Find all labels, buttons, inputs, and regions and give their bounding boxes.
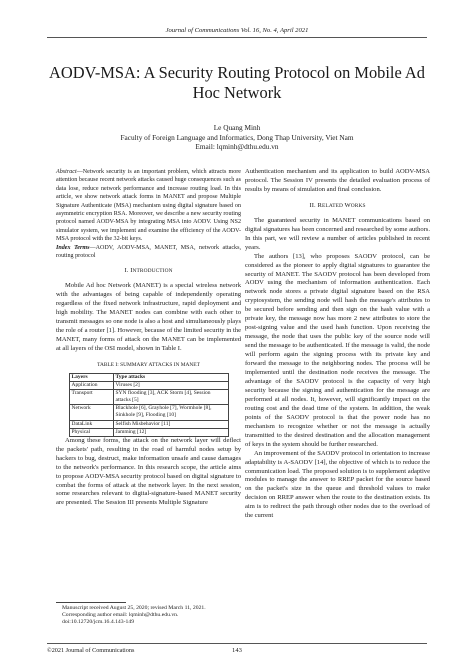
author-email: Email: lqminh@dthu.edu.vn <box>195 142 279 152</box>
caption-part: I: <box>115 362 121 369</box>
section-heading-related-works <box>245 202 430 211</box>
section-numeral: II. <box>309 201 318 209</box>
abstract-text: —Network security is an important problem, which attracts more attention because recent network attacks caused huge consequences such as data lose, reduce network performance and increase routing load. In this article, we show network attack forms in MANET and propose Multiple Signature Authenticate (MSA) mechanism using digital signature based on asymmetric encryption RSA. Moreover, we describe a new security routing protocol named AODV-MSA by integrating MSA into AODV. Using NS2 simulator system, we implement and examine the efficiency of the AODV-MSA protocol with the 32-bit keys. <box>56 169 241 243</box>
index-terms <box>56 244 241 261</box>
section-cap: R <box>317 201 323 209</box>
table-row <box>69 420 228 428</box>
abstract-lead: Abstract <box>56 169 77 175</box>
table-cell: Selfish Misbehavior [11] <box>113 420 228 428</box>
copyright: ©2021 Journal of Communications <box>47 647 135 654</box>
related-paragraph-2: The authors [13], who proposes SAODV protocol, can be considered as the pioneer to apply digital signatures to guarantee the security of MANET. The SAODV protocol has been developed from AODV using the mechanism of information authentication. Each network node stores a private digital signature based on the RSA cryptosystem, the sending node will hash the message's attributes to be secured before sending and then sign on the hash value with a private key, the message now has more 2 new attributes to store the post-signing value and the used hash function. Upon receiving the message, the node that uses the public key of the source node will send the message to be authenticated. If the message is valid, the node will perform again the signing process with its private key and forward the message to the neighboring nodes. The process will be implemented until the destination node receives the message. The advantage of the SAODV protocol is the capacity of very high security because the signing and authentication for the message are performed at all nodes. It, however, will significantly impact on the routing cost and the dead time of the system. In addition, the weak points of the SAODV protocol is that the power node has no mechanism to recognize whether or not the message is actually transmitted to the desired destination and the allocation management of keys in the system should be further researched. <box>245 252 430 448</box>
page-number: 143 <box>232 647 242 654</box>
table-row <box>69 390 228 405</box>
footnotes <box>62 605 247 627</box>
attacks-table <box>69 373 229 437</box>
table-header-row <box>69 374 228 382</box>
running-head: Journal of Communications Vol. 16, No. 4, April 2021 <box>165 27 309 34</box>
section-heading-introduction <box>56 267 241 276</box>
right-column <box>245 168 430 521</box>
continued-paragraph: Authentication mechanism and its application to build AODV-MSA protocol. The Session IV presents the detailed evaluation process of results by means of simulation and final conclusion. <box>245 168 430 193</box>
related-paragraph-3: An improvement of the SAODV protocol in orientation to increase adaptability is A-SAODV [14], the objective of which is to reduce the communication load. The proposed solution is to supplement adaptive modules to manage the answer to RREP packet for the source based on the packet's size in the queue and threshold values to make decision on RREP answer when the route to the destination exists. Its aim is to redirect the path through other nodes due to the overload of the current <box>245 449 430 520</box>
section-rest: ORKS <box>350 202 366 209</box>
caption-part: T <box>97 362 100 369</box>
section-rest: NTRODUCTION <box>132 268 173 275</box>
index-terms-text: —AODV, AODV-MSA, MANET, MSA, network attacks, routing protocol <box>56 244 241 260</box>
author-affiliation: Faculty of Foreign Language and Informatics, Dong Thap University, Viet Nam <box>120 132 354 142</box>
author-name: Le Quang Minh <box>213 123 261 132</box>
table-cell: SYN flooding [3], ACK Storm [4], Session attacks [5] <box>113 390 228 405</box>
table-cell: Transport <box>69 390 113 405</box>
table-header-cell: Layers <box>69 374 113 382</box>
section-numeral: I. <box>124 267 129 275</box>
footer-rule <box>47 643 427 644</box>
caption-part: UMMARY <box>123 362 149 369</box>
table-row <box>69 405 228 420</box>
section-cap: I <box>130 267 133 275</box>
footnote-received: Manuscript received August 25, 2020; revised March 11, 2021. <box>62 605 206 611</box>
caption-part: ABLE <box>100 362 116 369</box>
table-header-cell: Type attacks <box>113 374 228 382</box>
intro-paragraph: Mobile Ad hoc Network (MANET) is a special wireless network with the advantages of being capable of independently operating regardless of the fixed network infrastructure, rapid deployment and high mobility. The MANET nodes can combine with each other to transmit messages so one node is also a host and simultaneously plays the role of a router [1]. However, because of the limited security in the MANET, many forms of attack on the MANET can be implemented at all layers of the OSI model, shown in Table I. <box>56 282 241 353</box>
section-rest: ELATED <box>322 202 345 209</box>
left-column <box>56 168 241 508</box>
table-cell: DataLink <box>69 420 113 428</box>
table-row <box>69 428 228 436</box>
table-cell: Application <box>69 382 113 390</box>
footnote-doi: doi:10.12720/jcm.16.4.143-149 <box>62 619 135 626</box>
abstract <box>56 168 241 244</box>
table-cell: Physical <box>69 428 113 436</box>
table-cell: Jamming [12] <box>113 428 228 436</box>
related-paragraph-1: The guaranteed security in MANET communications based on digital signatures has been concerned and researched by some authors. In this part, we will review a number of articles published in recent years. <box>245 216 430 251</box>
author-block <box>0 123 474 152</box>
section-cap: W <box>344 201 351 209</box>
table-caption <box>56 361 241 370</box>
caption-part: MANET <box>180 362 200 369</box>
caption-part: TTACKS IN <box>151 362 181 369</box>
footnote-corresponding: Corresponding author email: lqminh@dthu.edu.vn. <box>62 612 179 619</box>
paper-title: AODV-MSA: A Security Routing Protocol on Mobile Ad Hoc Network <box>49 63 425 102</box>
after-table-paragraph: Among these forms, the attack on the network layer will deflect the packets' path, resulting in the road of harmful nodes setup by hackers to bug, destruct, make information unsafe and cause damages to the network's performance. In this research scope, the article aims to propose AODV-MSA security protocol based on digital signature to combat the forms of attack at the network layer. In the next session, some researches relevant to digital-signature-based MANET security are presented. The Session III presents Multiple Signature <box>56 436 241 507</box>
header-rule <box>47 37 427 38</box>
caption-part: A <box>148 362 152 369</box>
table-cell: Viruses [2] <box>113 382 228 390</box>
table-cell: Network <box>69 405 113 420</box>
footnote-rule <box>56 602 126 603</box>
index-terms-lead: Index Terms <box>56 244 90 251</box>
caption-part: S <box>120 362 124 369</box>
table-row <box>69 382 228 390</box>
table-cell: Blackhole [6], Grayhole [7], Wormhole [8], Sinkhole [9], Flooding [10] <box>113 405 228 420</box>
